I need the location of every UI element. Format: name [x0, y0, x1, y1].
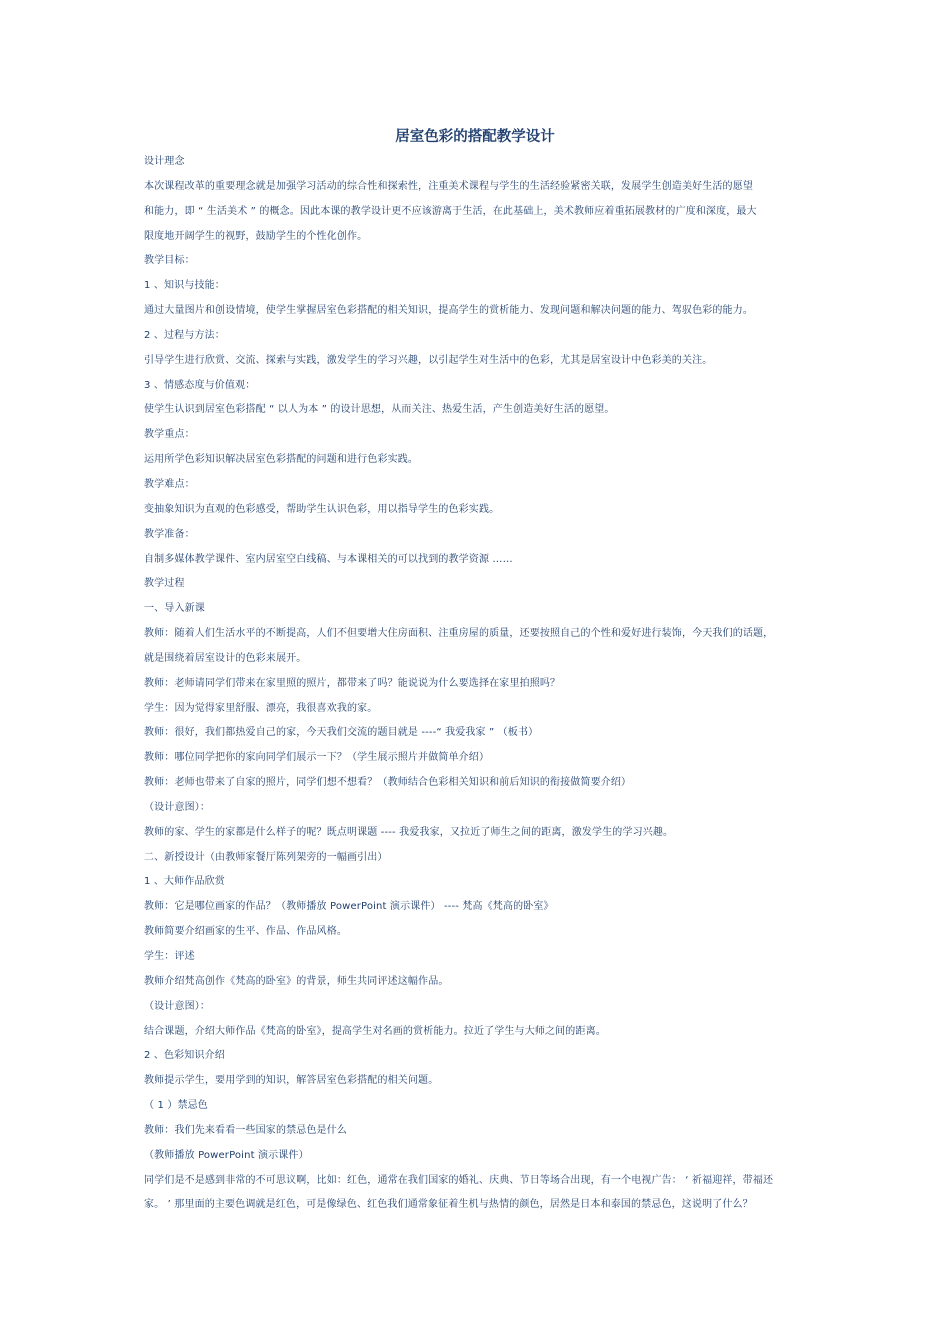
heading-teaching-process: 教学过程 [144, 578, 185, 590]
paragraph-line: 教师：老师请同学们带来在家里照的照片，都带来了吗？能说说为什么要选择在家里拍照吗？ [144, 677, 561, 689]
heading-key-points: 教学重点： [144, 429, 195, 441]
paragraph-line: 教师：很好，我们都热爱自己的家，今天我们交流的题目就是 ----“ 我爱我家 ” （板书） [144, 727, 539, 739]
paragraph-line: 教师介绍梵高创作《梵高的卧室》的背景，师生共同评述这幅作品。 [144, 975, 449, 987]
paragraph-line: 和能力，即 “ 生活美术 ” 的概念。因此本课的教学设计更不应该游离于生活，在此基础上，美术教师应着重拓展教材的广度和深度，最大 [144, 205, 757, 217]
heading-difficulties: 教学难点： [144, 478, 195, 490]
paragraph-line: 教师的家、学生的家都是什么样子的呢？既点明课题 ---- 我爱我家，又拉近了师生之间的距离，激发学生的学习兴趣。 [144, 826, 674, 838]
paragraph-line: 使学生认识到居室色彩搭配 “ 以人为本 ” 的设计思想，从而关注、热爱生活，产生创造美好生活的愿望。 [144, 404, 615, 416]
paragraph-line: （教师播放 PowerPoint 演示课件） [144, 1149, 309, 1161]
paragraph-line: 教师：随着人们生活水平的不断提高，人们不但要增大住房面积、注重房屋的质量，还要按照自己的个性和爱好进行装饰，今天我们的话题， [144, 628, 774, 640]
heading-design-concept: 设计理念 [144, 156, 185, 167]
paragraph-line: 通过大量图片和创设情境，使学生掌握居室色彩搭配的相关知识，提高学生的赏析能力、发现问题和解决问题的能力、驾驭色彩的能力。 [144, 305, 753, 317]
heading-preparation: 教学准备： [144, 528, 195, 540]
paragraph-line: 运用所学色彩知识解决居室色彩搭配的问题和进行色彩实践。 [144, 454, 419, 466]
paragraph-line: 就是围绕着居室设计的色彩来展开。 [144, 652, 307, 664]
subheading-taboo-colors: （ 1 ）禁忌色 [144, 1100, 208, 1112]
paragraph-line: 限度地开阔学生的视野，鼓励学生的个性化创作。 [144, 230, 368, 242]
subheading-new-lesson: 二、新授设计（由教师家餐厅陈列架旁的一幅画引出） [144, 851, 388, 863]
design-intent-label: （设计意图）： [144, 1000, 211, 1012]
document-body [144, 150, 812, 1218]
subheading-emotion-values: 3 、情感态度与价值观： [144, 379, 256, 391]
subheading-masterpiece: 1 、大师作品欣赏 [144, 876, 225, 888]
paragraph-line: 自制多媒体教学课件、室内居室空白线稿、与本课相关的可以找到的教学资源 …… [144, 553, 513, 565]
design-intent-label: （设计意图）： [144, 801, 211, 813]
paragraph-line: 学生：因为觉得家里舒服、漂亮，我很喜欢我的家。 [144, 702, 378, 714]
paragraph-line: 教师提示学生，要用学到的知识，解答居室色彩搭配的相关问题。 [144, 1075, 439, 1087]
document-title: 居室色彩的搭配教学设计 [395, 129, 555, 145]
paragraph-line: 同学们是不是感到非常的不可思议啊，比如：红色，通常在我们国家的婚礼、庆典、节日等场合出现，有一个电视广告： ‘ 祈福迎祥，带福还 [144, 1174, 774, 1186]
subheading-process-method: 2 、过程与方法： [144, 329, 225, 341]
subheading-knowledge-skills: 1 、知识与技能： [144, 280, 225, 292]
paragraph-line: 学生：评述 [144, 951, 195, 962]
paragraph-line: 家。 ’ 那里面的主要色调就是红色，可是像绿色、红色我们通常象征着生机与热情的颜色，居然是日本和泰国的禁忌色，这说明了什么？ [144, 1199, 753, 1211]
paragraph-line: 教师：哪位同学把你的家向同学们展示一下？（学生展示照片并做简单介绍） [144, 752, 490, 764]
subheading-color-knowledge: 2 、色彩知识介绍 [144, 1050, 225, 1062]
paragraph-line: 引导学生进行欣赏、交流、探索与实践，激发学生的学习兴趣，以引起学生对生活中的色彩，尤其是居室设计中色彩美的关注。 [144, 354, 713, 366]
paragraph-line: 教师简要介绍画家的生平、作品、作品风格。 [144, 926, 347, 938]
subheading-intro: 一、导入新课 [144, 603, 205, 615]
paragraph-line: 教师：我们先来看看一些国家的禁忌色是什么 [144, 1124, 347, 1136]
heading-teaching-goals: 教学目标： [144, 255, 195, 267]
paragraph-line: 教师：它是哪位画家的作品？（教师播放 PowerPoint 演示课件） ---- 梵高《梵高的卧室》 [144, 901, 554, 913]
paragraph-line: 本次课程改革的重要理念就是加强学习活动的综合性和探索性，注重美术课程与学生的生活经验紧密关联，发展学生创造美好生活的愿望 [144, 180, 753, 192]
paragraph-line: 结合课题，介绍大师作品《梵高的卧室》，提高学生对名画的赏析能力。拉近了学生与大师之间的距离。 [144, 1025, 606, 1037]
paragraph-line: 变抽象知识为直观的色彩感受，帮助学生认识色彩，用以指导学生的色彩实践。 [144, 503, 500, 515]
paragraph-line: 教师：老师也带来了自家的照片，同学们想不想看？（教师结合色彩相关知识和前后知识的衔接做简要介绍） [144, 777, 632, 789]
